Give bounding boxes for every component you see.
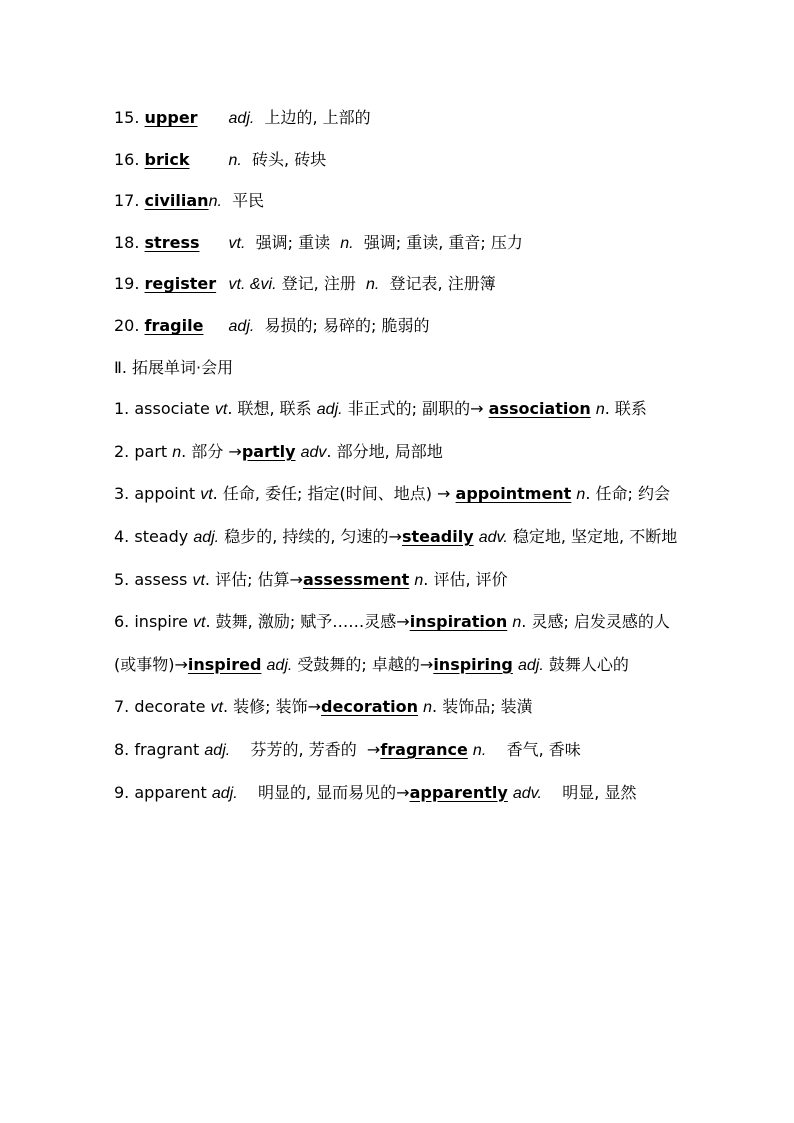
derived-word: inspiring	[433, 654, 513, 674]
part-of-speech: n.	[340, 234, 354, 252]
meaning: 易损的; 易碎的; 脆弱的	[264, 315, 430, 335]
item-number: 20.	[114, 315, 145, 335]
part-of-speech: n.	[366, 276, 380, 294]
derived-word: fragrance	[380, 739, 468, 759]
part-of-speech: adj.	[228, 110, 255, 127]
extended-item-5	[114, 559, 680, 602]
meaning: 鼓舞人心的	[543, 654, 629, 674]
meaning: 平民	[232, 191, 265, 211]
part-of-speech: adj.	[211, 784, 238, 802]
vocab-item-15	[114, 104, 680, 146]
meaning: 上边的, 上部的	[264, 108, 371, 127]
extended-item-8	[114, 729, 680, 772]
extended-item-4	[114, 516, 680, 559]
meaning: 砖头, 砖块	[252, 149, 327, 169]
part-of-speech: vt	[193, 614, 206, 632]
meaning: 明显, 显然	[541, 782, 637, 802]
part-of-speech: n.	[208, 193, 222, 211]
part-of-speech: n	[423, 699, 433, 717]
part-of-speech: vt	[192, 571, 205, 589]
part-of-speech: adj.	[204, 741, 231, 759]
part-of-speech: adj.	[228, 317, 255, 335]
meaning: 稳定地, 坚定地, 不断地	[507, 526, 678, 546]
extended-item-3	[114, 473, 680, 516]
vocab-word: stress	[144, 232, 200, 252]
extended-item-6	[114, 601, 680, 686]
derived-word: inspiration	[409, 612, 508, 632]
derived-word: appointment	[455, 484, 572, 504]
meaning: . 联系	[604, 399, 647, 419]
meaning: . 评估; 估算→	[204, 569, 303, 589]
vocab-item-16	[114, 146, 680, 188]
part-of-speech: n	[512, 614, 522, 632]
part-of-speech: vt.	[228, 234, 246, 252]
vocab-word: civilian	[144, 191, 209, 211]
meaning: . 联想, 联系	[227, 399, 317, 419]
lead-word: 7. decorate	[114, 697, 211, 717]
part-of-speech: n	[595, 401, 605, 419]
meaning: 非正式的; 副职的→	[342, 399, 489, 419]
extended-item-9	[114, 772, 680, 815]
meaning: 强调; 重读	[255, 232, 331, 252]
lead-word: 2. part	[114, 441, 173, 461]
meaning: . 部分地, 局部地	[326, 441, 443, 461]
meaning: 受鼓舞的; 卓越的→	[292, 654, 434, 674]
part-of-speech: vt	[200, 486, 213, 504]
item-number: 17.	[114, 191, 145, 211]
meaning: . 评估, 评价	[423, 569, 508, 589]
lead-word: 3. appoint	[114, 484, 201, 504]
part-of-speech: n	[172, 443, 182, 461]
meaning: 登记表, 注册簿	[389, 274, 496, 294]
vocabulary-list	[114, 104, 680, 821]
vocab-item-20	[114, 312, 680, 354]
part-of-speech: vt. &vi.	[228, 276, 277, 294]
vocab-item-18	[114, 229, 680, 271]
meaning: 稳步的, 持续的, 匀速的→	[219, 526, 402, 546]
meaning: . 任命; 约会	[585, 484, 670, 504]
meaning: . 装修; 装饰→	[222, 697, 322, 717]
part-of-speech: adj.	[517, 656, 544, 674]
item-number: 15.	[114, 108, 145, 127]
meaning: 登记, 注册	[281, 274, 356, 294]
lead-word: 5. assess	[114, 569, 193, 589]
item-number: 19.	[114, 274, 145, 294]
derived-word: decoration	[321, 697, 419, 717]
extended-item-2	[114, 431, 680, 474]
part-of-speech: n.	[472, 741, 487, 759]
vocab-word: brick	[144, 149, 190, 169]
extended-item-1	[114, 388, 680, 431]
extended-item-7	[114, 686, 680, 729]
derived-word: apparently	[409, 782, 508, 802]
meaning: . 鼓舞, 激励; 赋予……灵感→	[205, 612, 410, 632]
lead-word: 1. associate	[114, 399, 215, 419]
lead-word: 9. apparent	[114, 782, 212, 802]
meaning: . 装饰品; 装潢	[432, 697, 533, 717]
derived-word: partly	[241, 441, 296, 461]
lead-word: 6. inspire	[114, 612, 194, 632]
derived-word: inspired	[187, 654, 262, 674]
part-of-speech: adj.	[193, 528, 220, 546]
part-of-speech: n	[576, 486, 586, 504]
vocab-item-17	[114, 187, 680, 229]
lead-word: 4. steady	[114, 526, 194, 546]
vocab-word: fragile	[144, 315, 204, 335]
part-of-speech: adj.	[266, 656, 293, 674]
derived-word: steadily	[401, 526, 474, 546]
meaning: 芬芳的, 芳香的 →	[230, 739, 381, 759]
meaning: 香气, 香味	[486, 739, 581, 759]
meaning: . 灵感; 启发灵感的人(或事物)→	[114, 612, 670, 674]
vocab-item-19	[114, 270, 680, 312]
vocab-word: upper	[144, 108, 198, 127]
derived-word: association	[488, 399, 591, 419]
part-of-speech: adv.	[478, 528, 508, 546]
section-heading: Ⅱ. 拓展单词·会用	[114, 357, 234, 377]
lead-word: 8. fragrant	[114, 739, 205, 759]
part-of-speech: adv	[300, 443, 327, 461]
part-of-speech: adv.	[512, 784, 542, 802]
part-of-speech: adj.	[316, 401, 343, 419]
meaning: 明显的, 显而易见的→	[237, 782, 410, 802]
part-of-speech: vt	[210, 699, 223, 717]
part-of-speech: n.	[228, 151, 242, 169]
part-of-speech: vt	[214, 401, 228, 419]
part-of-speech: n	[414, 571, 424, 589]
meaning: 强调; 重读, 重音; 压力	[363, 232, 523, 252]
meaning: . 部分 →	[181, 441, 242, 461]
derived-word: assessment	[302, 569, 410, 589]
item-number: 18.	[114, 232, 145, 252]
meaning: . 任命, 委任; 指定(时间、地点) →	[212, 484, 456, 504]
item-number: 16.	[114, 149, 145, 169]
vocab-word: register	[144, 274, 217, 294]
